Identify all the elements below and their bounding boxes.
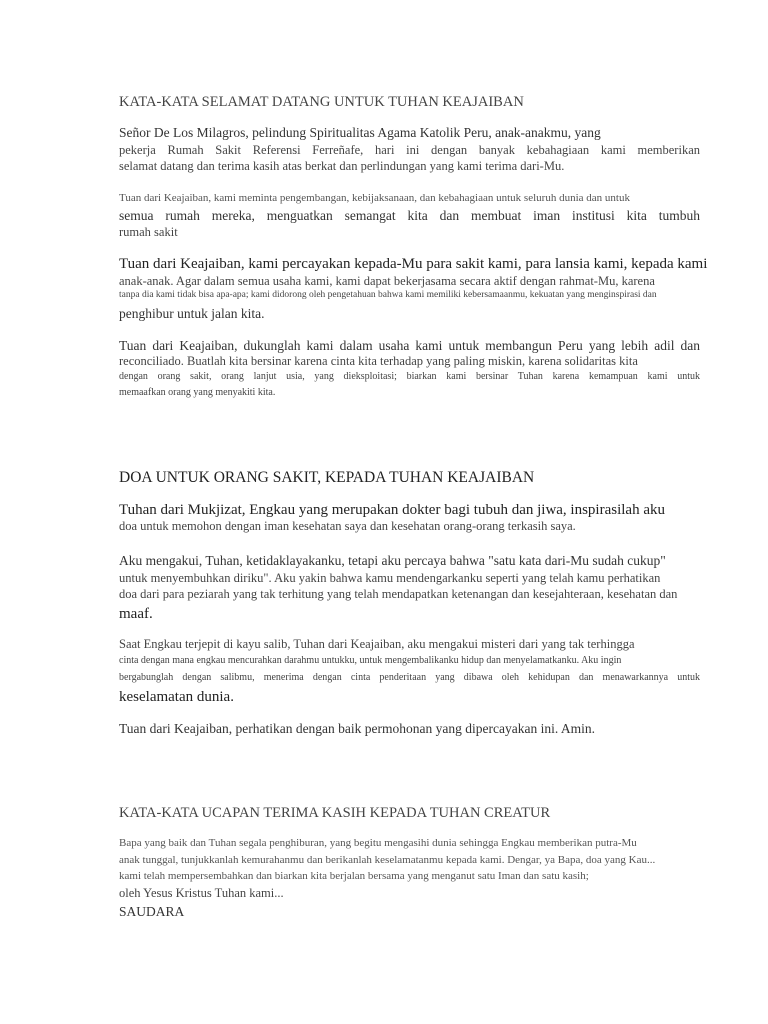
text-line: anak-anak. Agar dalam semua usaha kami, kami dapat bekerjasama secara aktif dengan rahmat-Mu, karena xyxy=(119,274,655,288)
text-line: cinta dengan mana engkau mencurahkan darahmu untukku, untuk mengembalikanku hidup dan menyelamatkanku. Aku ingin xyxy=(119,655,622,666)
text-line: dengan orang sakit, orang lanjut usia, yang dieksploitasi; biarkan kami bersinar Tuhan karena kemampuan kami untuk xyxy=(119,371,700,382)
text-line: semua rumah mereka, menguatkan semangat kita dan membuat iman institusi kita tumbuh xyxy=(119,208,700,223)
text-line: untuk menyembuhkan diriku". Aku yakin bahwa kamu mendengarkanku seperti yang telah kamu perhatikan xyxy=(119,571,661,585)
text-line: Aku mengakui, Tuhan, ketidaklayakanku, tetapi aku percaya bahwa "satu kata dari-Mu sudah cukup" xyxy=(119,553,666,568)
text-line: Saat Engkau terjepit di kayu salib, Tuhan dari Keajaiban, aku mengakui misteri dari yang tak terhingga xyxy=(119,637,635,651)
text-line: reconciliado. Buatlah kita bersinar karena cinta kita terhadap yang paling miskin, karena solidaritas kita xyxy=(119,354,638,368)
text-line: SAUDARA xyxy=(119,904,185,919)
text-line: Tuan dari Keajaiban, perhatikan dengan baik permohonan yang dipercayakan ini. Amin. xyxy=(119,721,595,736)
text-line: Tuan dari Keajaiban, dukunglah kami dalam usaha kami untuk membangun Peru yang lebih adil dan xyxy=(119,338,700,353)
text-line: penghibur untuk jalan kita. xyxy=(119,306,265,321)
text-line: kami telah mempersembahkan dan biarkan kita berjalan bersama yang menganut satu Iman dan satu kasih; xyxy=(119,870,589,882)
text-line: keselamatan dunia. xyxy=(119,689,234,705)
text-line: selamat datang dan terima kasih atas berkat dan perlindungan yang kami terima dari-Mu. xyxy=(119,159,565,173)
text-line: Tuan dari Keajaiban, kami meminta pengembangan, kebijaksanaan, dan kebahagiaan untuk seluruh dunia dan untuk xyxy=(119,192,630,204)
text-line: Tuhan dari Mukjizat, Engkau yang merupakan dokter bagi tubuh dan jiwa, inspirasilah aku xyxy=(119,502,665,518)
text-line: memaafkan orang yang menyakiti kita. xyxy=(119,387,276,398)
section-title: KATA-KATA UCAPAN TERIMA KASIH KEPADA TUHAN CREATUR xyxy=(119,805,551,821)
text-line: doa untuk memohon dengan iman kesehatan saya dan kesehatan orang-orang terkasih saya. xyxy=(119,519,576,533)
text-line: maaf. xyxy=(119,606,153,622)
text-line: doa dari para peziarah yang tak terhitung yang telah mendapatkan ketenangan dan kesejahteraan, kesehatan dan xyxy=(119,587,678,601)
section-title: DOA UNTUK ORANG SAKIT, KEPADA TUHAN KEAJAIBAN xyxy=(119,469,535,486)
text-line: anak tunggal, tunjukkanlah kemurahanmu dan berikanlah keselamatanmu kepada kami. Dengar, ya Bapa, doa yang Kau... xyxy=(119,854,656,866)
text-line: pekerja Rumah Sakit Referensi Ferreñafe, hari ini dengan banyak kebahagiaan kami memberikan xyxy=(119,143,700,157)
text-line: oleh Yesus Kristus Tuhan kami... xyxy=(119,886,284,900)
text-line: bergabunglah dengan salibmu, menerima dengan cinta penderitaan yang dibawa oleh kehidupan dan menawarkannya untuk xyxy=(119,672,700,683)
text-line: tanpa dia kami tidak bisa apa-apa; kami didorong oleh pengetahuan bahwa kami memiliki kebersamaanmu, kekuatan yang menginspirasi dan xyxy=(119,290,657,300)
text-line: rumah sakit xyxy=(119,225,178,239)
text-line: Tuan dari Keajaiban, kami percayakan kepada-Mu para sakit kami, para lansia kami, kepada kami xyxy=(119,256,708,272)
text-line: Bapa yang baik dan Tuhan segala penghiburan, yang begitu mengasihi dunia sehingga Engkau memberikan putra-Mu xyxy=(119,837,637,849)
section-title: KATA-KATA SELAMAT DATANG UNTUK TUHAN KEAJAIBAN xyxy=(119,94,524,110)
text-line: Señor De Los Milagros, pelindung Spiritualitas Agama Katolik Peru, anak-anakmu, yang xyxy=(119,125,601,140)
